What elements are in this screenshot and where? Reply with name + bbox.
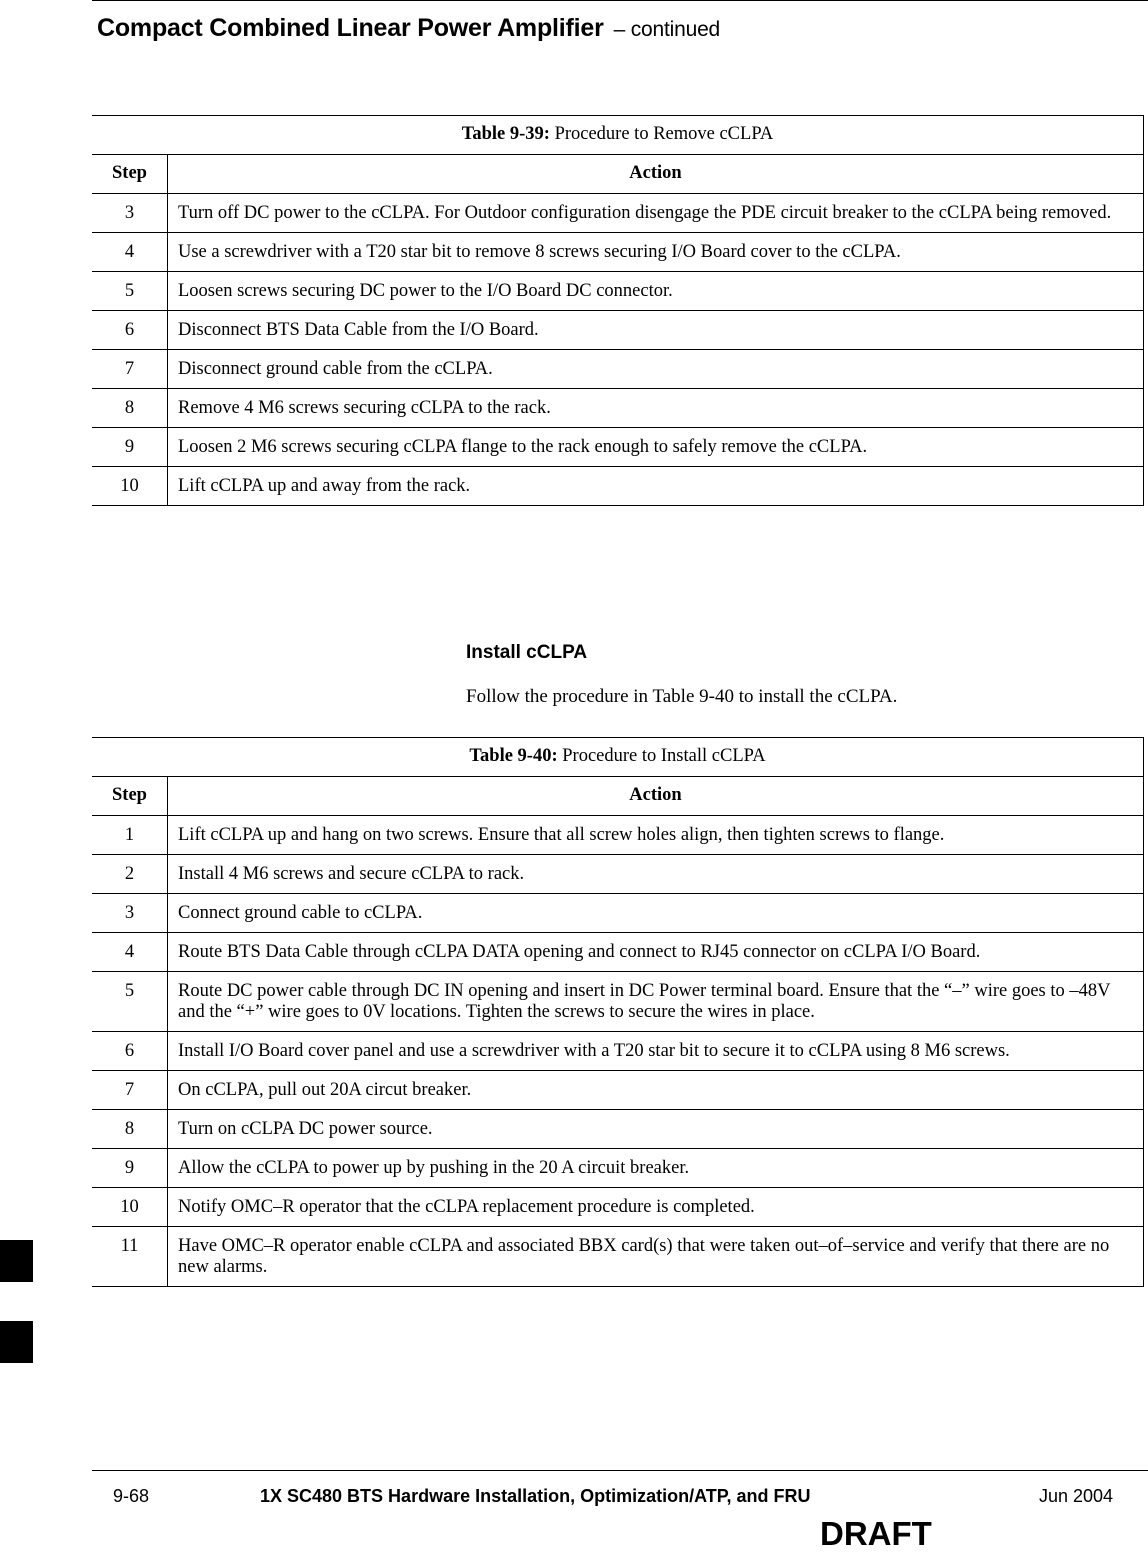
step-number: 10 bbox=[92, 1188, 168, 1227]
table-row bbox=[92, 350, 1144, 389]
step-action: On cCLPA, pull out 20A circut breaker. bbox=[168, 1071, 1144, 1110]
table-caption bbox=[92, 738, 1144, 777]
table-row bbox=[92, 855, 1144, 894]
step-number: 6 bbox=[92, 311, 168, 350]
table-row bbox=[92, 894, 1144, 933]
section-heading: Install cCLPA bbox=[466, 642, 588, 663]
step-action: Disconnect ground cable from the cCLPA. bbox=[168, 350, 1144, 389]
step-number: 7 bbox=[92, 350, 168, 389]
table-row bbox=[92, 1110, 1144, 1149]
header-rule bbox=[92, 0, 1148, 1]
table-row bbox=[92, 233, 1144, 272]
step-action: Have OMC–R operator enable cCLPA and associated BBX card(s) that were taken out–of–service and verify that there are no new alarms. bbox=[168, 1227, 1144, 1287]
step-action: Turn on cCLPA DC power source. bbox=[168, 1110, 1144, 1149]
header-continued: – continued bbox=[613, 18, 721, 41]
step-action: Allow the cCLPA to power up by pushing in the 20 A circuit breaker. bbox=[168, 1149, 1144, 1188]
chapter-tab-upper bbox=[0, 1240, 33, 1282]
step-action: Route BTS Data Cable through cCLPA DATA opening and connect to RJ45 connector on cCLPA I/O Board. bbox=[168, 933, 1144, 972]
chapter-tab-lower bbox=[0, 1321, 33, 1363]
table-row bbox=[92, 1071, 1144, 1110]
step-action: Lift cCLPA up and hang on two screws. Ensure that all screw holes align, then tighten screws to flange. bbox=[168, 816, 1144, 855]
table-row bbox=[92, 311, 1144, 350]
column-header-action: Action bbox=[168, 777, 1144, 816]
step-number: 7 bbox=[92, 1071, 168, 1110]
step-number: 9 bbox=[92, 1149, 168, 1188]
table-row bbox=[92, 933, 1144, 972]
step-action: Loosen 2 M6 screws securing cCLPA flange to the rack enough to safely remove the cCLPA. bbox=[168, 428, 1144, 467]
step-action: Connect ground cable to cCLPA. bbox=[168, 894, 1144, 933]
column-header-step: Step bbox=[92, 155, 168, 194]
step-action: Turn off DC power to the cCLPA. For Outdoor configuration disengage the PDE circuit breaker to the cCLPA being removed. bbox=[168, 194, 1144, 233]
step-number: 9 bbox=[92, 428, 168, 467]
step-number: 5 bbox=[92, 972, 168, 1032]
table-row bbox=[92, 272, 1144, 311]
footer-page-number: 9-68 bbox=[113, 1486, 150, 1506]
table-row bbox=[92, 194, 1144, 233]
step-number: 10 bbox=[92, 467, 168, 506]
step-number: 2 bbox=[92, 855, 168, 894]
table-row bbox=[92, 1032, 1144, 1071]
draft-watermark: DRAFT bbox=[820, 1515, 932, 1552]
table-row bbox=[92, 1149, 1144, 1188]
table-row bbox=[92, 467, 1144, 506]
step-action: Notify OMC–R operator that the cCLPA replacement procedure is completed. bbox=[168, 1188, 1144, 1227]
footer-date: Jun 2004 bbox=[1039, 1486, 1114, 1506]
table-row bbox=[92, 816, 1144, 855]
section-intro-text: Follow the procedure in Table 9-40 to install the cCLPA. bbox=[466, 686, 898, 707]
table-row bbox=[92, 972, 1144, 1032]
remove-cclpa-table bbox=[92, 115, 1144, 506]
step-number: 8 bbox=[92, 389, 168, 428]
page-header-title bbox=[97, 14, 720, 43]
table-row bbox=[92, 428, 1144, 467]
step-number: 1 bbox=[92, 816, 168, 855]
table-row bbox=[92, 1188, 1144, 1227]
footer-rule bbox=[92, 1470, 1148, 1471]
footer-document-title: 1X SC480 BTS Hardware Installation, Optimization/ATP, and FRU bbox=[260, 1486, 811, 1506]
step-action: Install 4 M6 screws and secure cCLPA to rack. bbox=[168, 855, 1144, 894]
step-action: Use a screwdriver with a T20 star bit to remove 8 screws securing I/O Board cover to the cCLPA. bbox=[168, 233, 1144, 272]
step-action: Install I/O Board cover panel and use a screwdriver with a T20 star bit to secure it to cCLPA using 8 M6 screws. bbox=[168, 1032, 1144, 1071]
table-caption bbox=[92, 116, 1144, 155]
table-caption-text: Procedure to Install cCLPA bbox=[562, 746, 766, 766]
header-title-text: Compact Combined Linear Power Amplifier bbox=[97, 14, 604, 42]
step-number: 3 bbox=[92, 194, 168, 233]
table-caption-label: Table 9-39: bbox=[461, 124, 550, 144]
column-header-action: Action bbox=[168, 155, 1144, 194]
step-number: 6 bbox=[92, 1032, 168, 1071]
table-caption-label: Table 9-40: bbox=[469, 746, 558, 766]
step-number: 4 bbox=[92, 233, 168, 272]
step-action: Loosen screws securing DC power to the I/O Board DC connector. bbox=[168, 272, 1144, 311]
table-row bbox=[92, 1227, 1144, 1287]
step-number: 5 bbox=[92, 272, 168, 311]
install-cclpa-table bbox=[92, 737, 1144, 1287]
step-number: 11 bbox=[92, 1227, 168, 1287]
step-action: Disconnect BTS Data Cable from the I/O Board. bbox=[168, 311, 1144, 350]
step-number: 8 bbox=[92, 1110, 168, 1149]
step-number: 3 bbox=[92, 894, 168, 933]
step-action: Remove 4 M6 screws securing cCLPA to the rack. bbox=[168, 389, 1144, 428]
column-header-step: Step bbox=[92, 777, 168, 816]
table-row bbox=[92, 389, 1144, 428]
step-action: Lift cCLPA up and away from the rack. bbox=[168, 467, 1144, 506]
table-caption-text: Procedure to Remove cCLPA bbox=[554, 124, 774, 144]
step-action: Route DC power cable through DC IN opening and insert in DC Power terminal board. Ensure that the “–” wire goes to –48V and the “+” wire goes to 0V locations. Tighten the screws to secure the wires in place. bbox=[168, 972, 1144, 1032]
step-number: 4 bbox=[92, 933, 168, 972]
